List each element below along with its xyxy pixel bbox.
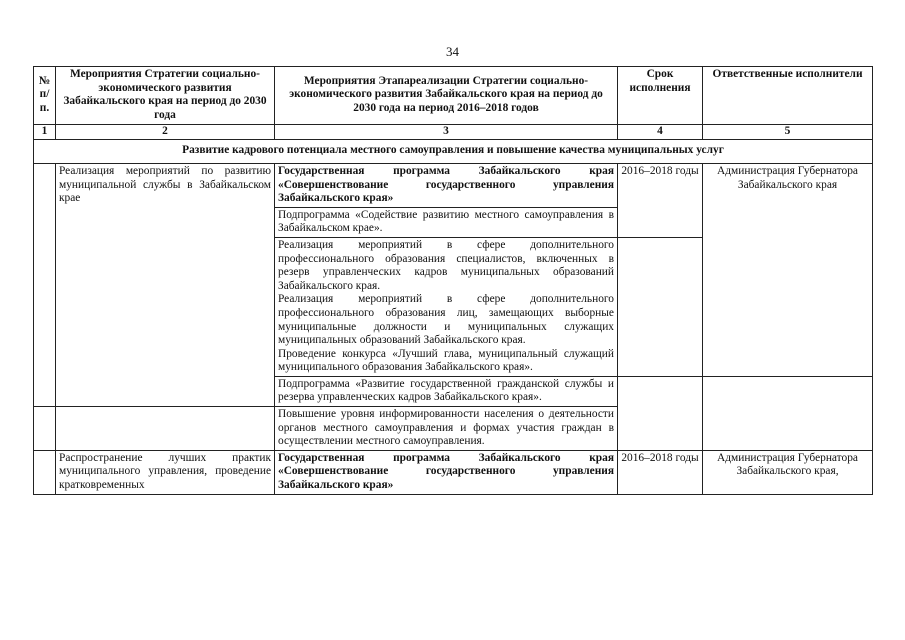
activity-item: Реализация мероприятий в сфере дополнительного профессионального образования специалистов, включенных в резерв управленческих кадров муниципальных образований Забайкальского края.	[278, 238, 614, 292]
term-cell-empty	[618, 376, 703, 450]
strategy-measure-empty	[56, 407, 275, 451]
strategy-measure-cell: Реализация мероприятий по развитию муниципальной службы в Забайкальском крае	[56, 163, 275, 406]
row-number	[34, 163, 56, 406]
column-number: 3	[275, 125, 618, 140]
row-number	[34, 450, 56, 494]
header-responsible: Ответственные исполнители	[703, 67, 873, 125]
strategy-measure-cell: Распространение лучших практик муниципального управления, проведение кратковременных	[56, 450, 275, 494]
stage-measure-subprogram: Подпрограмма «Развитие государственной гражданской службы и резерва управленческих кадров Забайкальского края».	[275, 376, 618, 406]
stage-measure-activity: Повышение уровня информированности населения о деятельности органов местного самоуправления и формах участия граждан в осуществлении местного самоуправления.	[275, 407, 618, 451]
header-row	[34, 67, 873, 125]
responsible-cell: Администрация Губернатора Забайкальского края,	[703, 450, 873, 494]
section-row	[34, 140, 873, 164]
header-term: Срок исполнения	[618, 67, 703, 125]
responsible-cell-empty	[703, 376, 873, 450]
term-cell: 2016–2018 годы	[618, 450, 703, 494]
responsible-cell: Администрация Губернатора Забайкальского края	[703, 163, 873, 376]
term-cell: 2016–2018 годы	[618, 163, 703, 237]
table-row	[34, 450, 873, 494]
page-number: 34	[446, 44, 459, 59]
column-number: 4	[618, 125, 703, 140]
column-number: 1	[34, 125, 56, 140]
stage-measure-activities	[275, 237, 618, 376]
section-title: Развитие кадрового потенциала местного самоуправления и повышение качества муниципальных услуг	[34, 140, 873, 164]
column-number-row	[34, 125, 873, 140]
row-number-empty	[34, 407, 56, 451]
activity-item: Реализация мероприятий в сфере дополнительного профессионального образования лиц, замещающих выборные муниципальные должности и муниципальных служащих муниципальных образований Забайкальского края.	[278, 293, 614, 347]
stage-measure-program: Государственная программа Забайкальского края «Совершенствование государственного управления Забайкальского края»	[275, 450, 618, 494]
header-stage-measures: Мероприятия Этапареализации Стратегии социально-экономического развития Забайкальского края на период до 2030 года на период 2016–2018 годов	[275, 67, 618, 125]
table-row	[34, 163, 873, 207]
column-number: 5	[703, 125, 873, 140]
header-number: № п/п.	[34, 67, 56, 125]
strategy-measures-table	[33, 66, 873, 495]
stage-measure-program: Государственная программа Забайкальского края «Совершенствование государственного управления Забайкальского края»	[275, 163, 618, 207]
stage-measure-subprogram: Подпрограмма «Содействие развитию местного самоуправления в Забайкальском крае».	[275, 207, 618, 237]
activity-item: Проведение конкурса «Лучший глава, муниципальный служащий муниципального образования Забайкальского края».	[278, 347, 614, 374]
term-cell-empty	[618, 237, 703, 376]
column-number: 2	[56, 125, 275, 140]
header-strategy-measures: Мероприятия Стратегии социально-экономического развития Забайкальского края на период до 2030 года	[56, 67, 275, 125]
